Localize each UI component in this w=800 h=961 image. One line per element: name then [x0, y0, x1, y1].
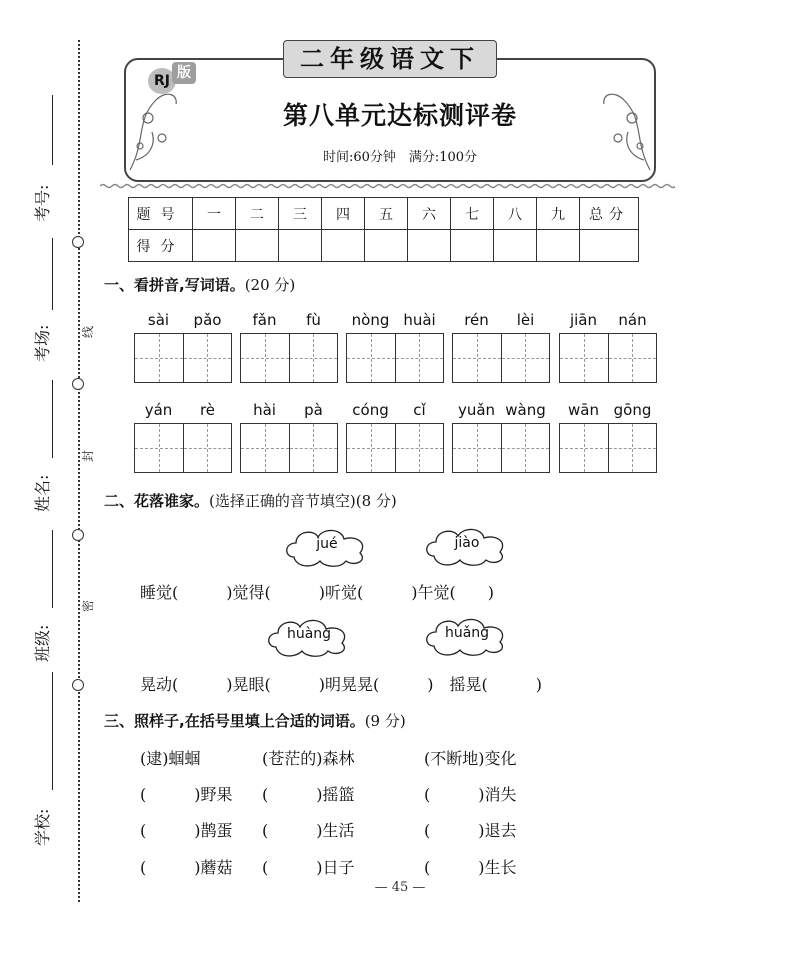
tianzige-box[interactable]: [347, 424, 395, 472]
fill-blank-phrase[interactable]: ( )鹊蛋: [140, 821, 233, 840]
school-line[interactable]: [52, 672, 53, 790]
tianzige-pair: [452, 423, 550, 473]
syllable-huang-third-tone: huǎng: [444, 625, 490, 641]
score-col-header: 二: [236, 198, 279, 230]
tianzige-pair: [240, 333, 338, 383]
tianzige-box[interactable]: [347, 334, 395, 382]
pinyin-group: [240, 311, 338, 383]
pinyin-syllable: wàng: [505, 401, 546, 419]
binding-word-mi: 密: [81, 599, 95, 612]
tianzige-pair: [559, 333, 657, 383]
pinyin-syllable: rè: [199, 401, 216, 419]
score-cell[interactable]: [494, 230, 537, 262]
pinyin-syllable: yuǎn: [457, 401, 496, 419]
tianzige-pair: [452, 333, 550, 383]
binding-word-feng: 封: [81, 449, 95, 462]
exam-number-line[interactable]: [52, 95, 53, 165]
tianzige-box[interactable]: [501, 334, 550, 382]
tianzige-pair: [346, 423, 444, 473]
syllable-cloud-jue: [284, 527, 370, 567]
score-col-header: 九: [537, 198, 580, 230]
example-phrase: (逮)蝈蝈: [140, 749, 201, 768]
fill-blank-phrase[interactable]: ( )野果: [140, 785, 233, 804]
pinyin-syllable: gōng: [613, 401, 652, 419]
tianzige-box[interactable]: [453, 424, 501, 472]
pinyin-syllable: cǐ: [413, 401, 426, 419]
pinyin-syllable: rén: [464, 311, 489, 329]
rj-badge: RJ: [148, 68, 176, 94]
class-label: 班级:: [33, 624, 52, 662]
tianzige-box[interactable]: [241, 334, 289, 382]
pinyin-syllable: huài: [403, 311, 436, 329]
score-header-row: [129, 198, 639, 230]
tianzige-pair: [346, 333, 444, 383]
binding-circle: [72, 378, 84, 390]
score-col-header: 三: [279, 198, 322, 230]
class-line[interactable]: [52, 530, 53, 608]
tianzige-pair: [134, 333, 232, 383]
syllable-huang-fourth-tone: huàng: [286, 626, 332, 642]
grade-subject-banner: 二年级语文下: [283, 40, 497, 78]
pinyin-syllable: fǎn: [252, 311, 277, 329]
pinyin-group: [346, 311, 444, 383]
section-1-title: 一、看拼音,写词语。: [104, 276, 245, 294]
school-label: 学校:: [33, 808, 52, 846]
pinyin-line: [559, 401, 657, 423]
tianzige-box[interactable]: [560, 424, 608, 472]
pinyin-syllable: pà: [304, 401, 323, 419]
section-1-heading: [104, 274, 295, 295]
pinyin-line: [346, 401, 444, 423]
section-3-heading: [104, 710, 406, 731]
pinyin-line: [346, 311, 444, 333]
score-row-label: 得分: [129, 230, 193, 262]
fill-blank-phrase[interactable]: ( )生活: [262, 821, 355, 840]
score-col-header: 四: [322, 198, 365, 230]
pinyin-syllable: wān: [568, 401, 599, 419]
tianzige-box[interactable]: [183, 424, 232, 472]
name-label: 姓名:: [33, 474, 52, 512]
fill-blank-phrase[interactable]: ( )消失: [424, 785, 517, 804]
time-score-info: 时间:60分钟 满分:100分: [322, 150, 478, 165]
exam-number-label: 考号:: [33, 184, 52, 222]
pinyin-group: [134, 401, 232, 473]
name-line[interactable]: [52, 380, 53, 458]
fill-row-huang[interactable]: 晃动( )晃眼( )明晃晃( ) 摇晃( ): [140, 675, 542, 694]
tianzige-box[interactable]: [289, 334, 338, 382]
score-cell[interactable]: [408, 230, 451, 262]
score-col-header: 八: [494, 198, 537, 230]
section-1-score: (20 分): [244, 276, 296, 294]
pinyin-line: [240, 311, 338, 333]
fill-blank-phrase[interactable]: ( )退去: [424, 821, 517, 840]
example-phrase: (不断地)变化: [424, 749, 517, 768]
pinyin-group: [559, 401, 657, 473]
pinyin-line: [134, 401, 232, 423]
pinyin-group: [346, 401, 444, 473]
syllable-cloud-huang-4: [266, 617, 352, 657]
pinyin-group: [452, 401, 550, 473]
score-value-row: [129, 230, 639, 262]
pinyin-line: [134, 311, 232, 333]
pinyin-syllable: fù: [306, 311, 321, 329]
tianzige-box[interactable]: [135, 334, 183, 382]
syllable-cloud-huang-3: [424, 616, 510, 656]
wavy-divider: [100, 183, 675, 189]
score-col-header: 五: [365, 198, 408, 230]
binding-word-xian: 线: [81, 325, 95, 338]
tianzige-box[interactable]: [453, 334, 501, 382]
section-2-title: 二、花落谁家。: [104, 492, 210, 510]
pinyin-line: [559, 311, 657, 333]
total-score-cell[interactable]: [580, 230, 639, 262]
pinyin-line: [240, 401, 338, 423]
syllable-jiao: jiào: [454, 535, 480, 551]
syllable-jue: jué: [316, 536, 338, 552]
score-cell[interactable]: [537, 230, 580, 262]
tianzige-pair: [240, 423, 338, 473]
section-2-instruction: (选择正确的音节填空)(8 分): [209, 492, 397, 510]
pinyin-line: [452, 311, 550, 333]
fill-blank-phrase[interactable]: ( )摇篮: [262, 785, 355, 804]
tianzige-box[interactable]: [241, 424, 289, 472]
pinyin-syllable: nòng: [351, 311, 390, 329]
binding-circle: [72, 236, 84, 248]
tianzige-box[interactable]: [135, 424, 183, 472]
page-title: 第八单元达标测评卷: [282, 101, 517, 130]
score-col-header: 一: [193, 198, 236, 230]
pinyin-group: [134, 311, 232, 383]
tianzige-pair: [559, 423, 657, 473]
score-cell[interactable]: [322, 230, 365, 262]
tianzige-box[interactable]: [608, 334, 657, 382]
binding-dotted-line: [78, 40, 80, 902]
fill-row-jue-jiao[interactable]: 睡觉( )觉得( )听觉( )午觉( ): [140, 583, 494, 602]
pinyin-line: [452, 401, 550, 423]
pinyin-syllable: nán: [618, 311, 647, 329]
fill-blank-phrase[interactable]: ( )生长: [424, 858, 517, 877]
pinyin-group: [452, 311, 550, 383]
exam-room-label: 考场:: [33, 324, 52, 362]
tianzige-box[interactable]: [395, 424, 444, 472]
pinyin-syllable: hài: [253, 401, 276, 419]
tianzige-box[interactable]: [183, 334, 232, 382]
pinyin-syllable: sài: [147, 311, 170, 329]
pinyin-syllable: yán: [144, 401, 173, 419]
tianzige-box[interactable]: [501, 424, 550, 472]
score-cell[interactable]: [451, 230, 494, 262]
syllable-cloud-jiao: [424, 526, 510, 566]
pinyin-group: [559, 311, 657, 383]
section-3-title: 三、照样子,在括号里填上合适的词语。: [104, 712, 365, 730]
section-2-heading: [104, 490, 397, 511]
tianzige-box[interactable]: [608, 424, 657, 472]
tianzige-box[interactable]: [560, 334, 608, 382]
score-cell[interactable]: [279, 230, 322, 262]
pinyin-syllable: pǎo: [193, 311, 222, 329]
score-col-header: 七: [451, 198, 494, 230]
pinyin-syllable: cóng: [352, 401, 389, 419]
binding-circle: [72, 679, 84, 691]
score-cell[interactable]: [365, 230, 408, 262]
score-col-header: 六: [408, 198, 451, 230]
question-number-label: 题号: [129, 198, 193, 230]
fill-blank-phrase[interactable]: ( )蘑菇: [140, 858, 233, 877]
section-3-score: (9 分): [364, 712, 406, 730]
tianzige-box[interactable]: [395, 334, 444, 382]
pinyin-syllable: lèi: [516, 311, 535, 329]
edition-badge: 版: [172, 62, 196, 84]
tianzige-box[interactable]: [289, 424, 338, 472]
example-phrase: (苍茫的)森林: [262, 749, 355, 768]
tianzige-pair: [134, 423, 232, 473]
pinyin-group: [240, 401, 338, 473]
total-score-label: 总分: [580, 198, 639, 230]
pinyin-syllable: jiān: [569, 311, 598, 329]
score-cell[interactable]: [236, 230, 279, 262]
page-number: — 45 —: [374, 880, 426, 895]
score-cell[interactable]: [193, 230, 236, 262]
fill-blank-phrase[interactable]: ( )日子: [262, 858, 355, 877]
binding-circle: [72, 529, 84, 541]
score-table: [128, 197, 639, 262]
exam-room-line[interactable]: [52, 238, 53, 310]
